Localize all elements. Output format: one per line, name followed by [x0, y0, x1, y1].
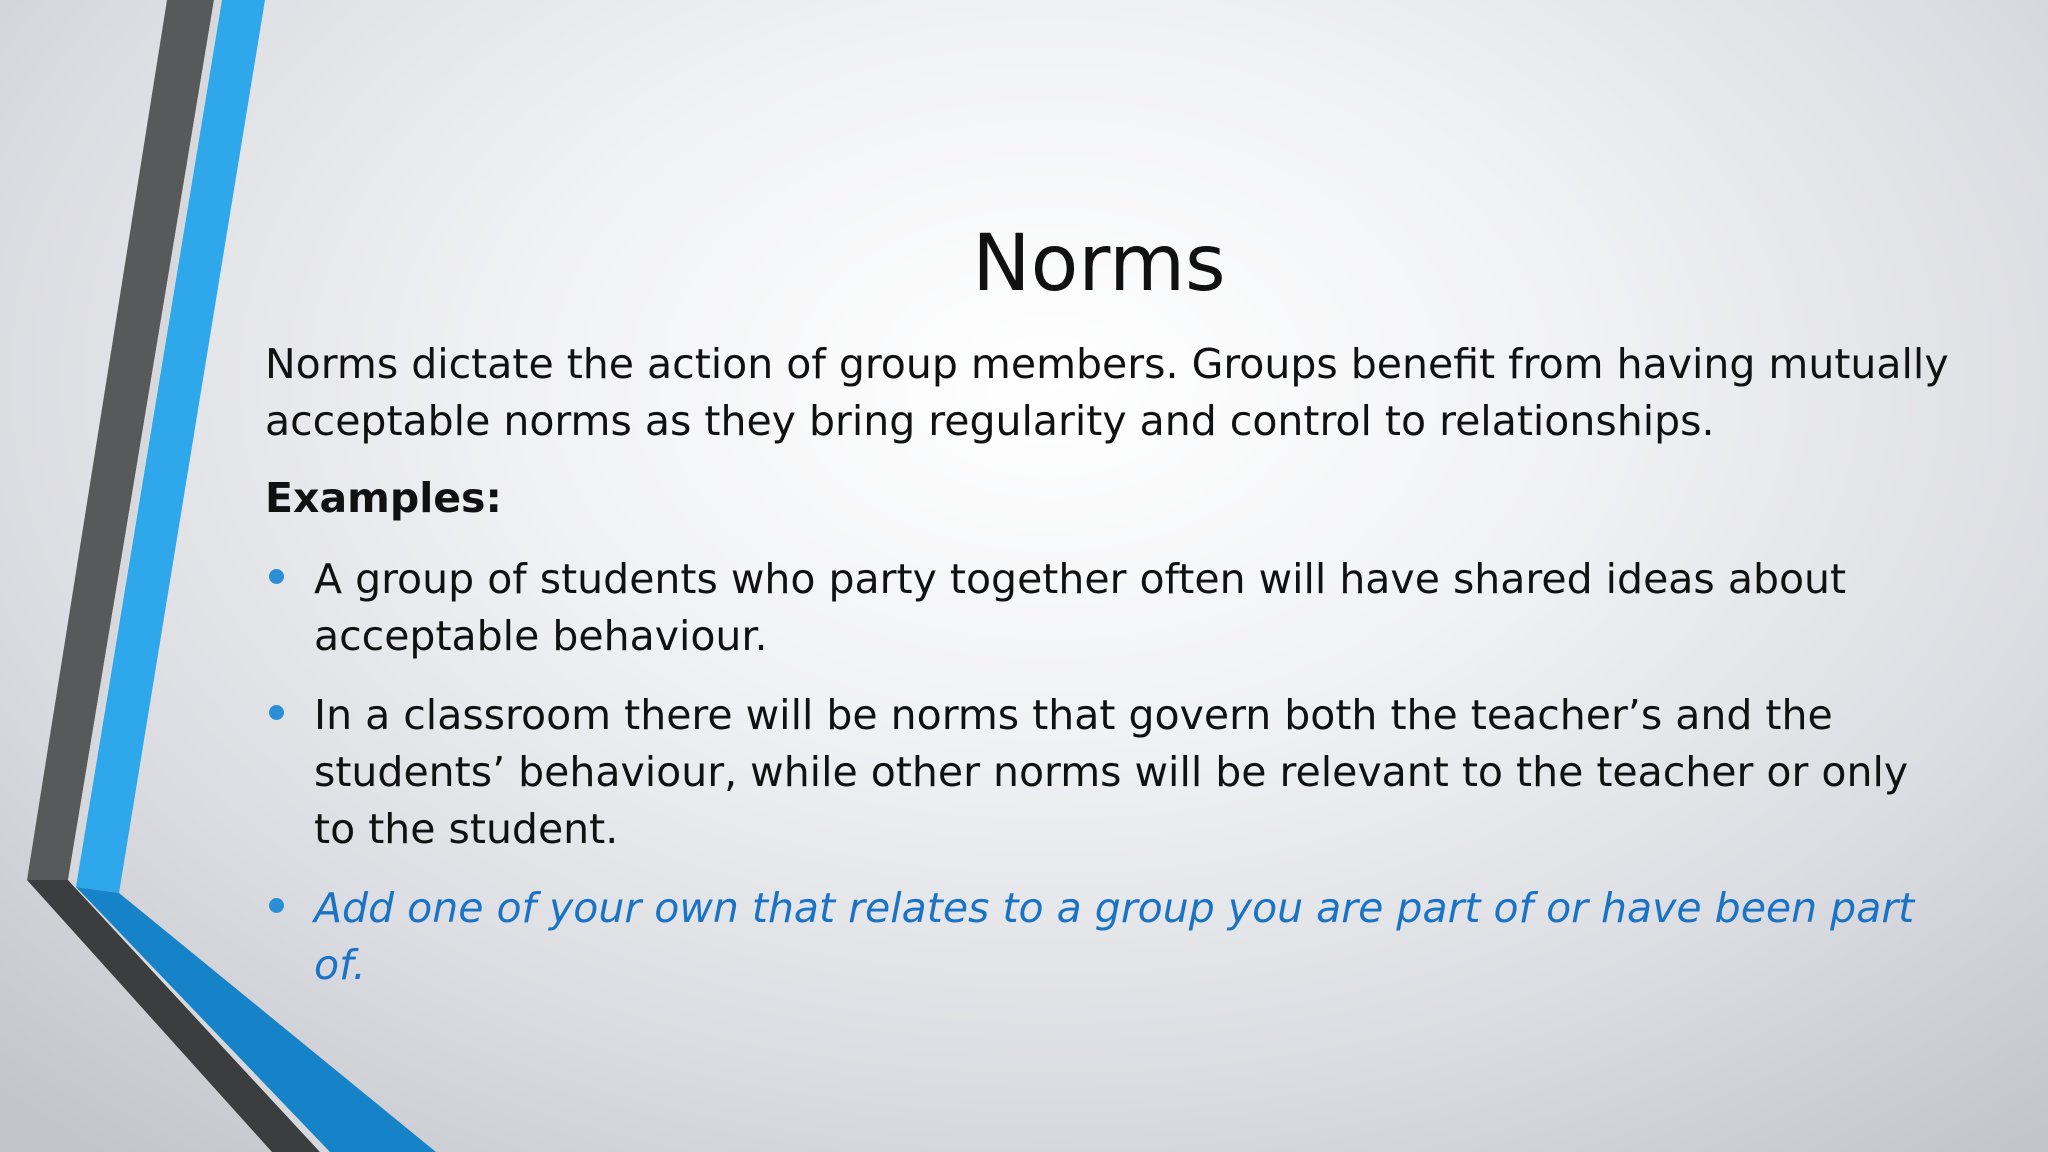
list-item [265, 880, 1955, 994]
bullet-icon [269, 705, 284, 720]
bullet-text: In a classroom there will be norms that govern both the teacher’s and the students’ behaviour, while other norms will be relevant to the teacher or only to the student. [314, 691, 1909, 853]
slide-body [265, 336, 1955, 1016]
examples-heading: Examples: [265, 474, 502, 522]
light-gap-stripe [68, 0, 222, 880]
bullet-text-prompt: Add one of your own that relates to a group you are part of or have been part of. [314, 884, 1915, 989]
examples-list [265, 551, 1955, 994]
slide-title: Norms [972, 219, 1226, 309]
intro-paragraph: Norms dictate the action of group members. Groups benefit from having mutually acceptable norms as they bring regularity and control to relationships. [265, 340, 1949, 445]
bullet-icon [269, 898, 284, 913]
bullet-icon [269, 569, 284, 584]
list-item [265, 551, 1955, 665]
list-item [265, 687, 1955, 858]
bullet-text: A group of students who party together often will have shared ideas about acceptable behaviour. [314, 555, 1847, 660]
